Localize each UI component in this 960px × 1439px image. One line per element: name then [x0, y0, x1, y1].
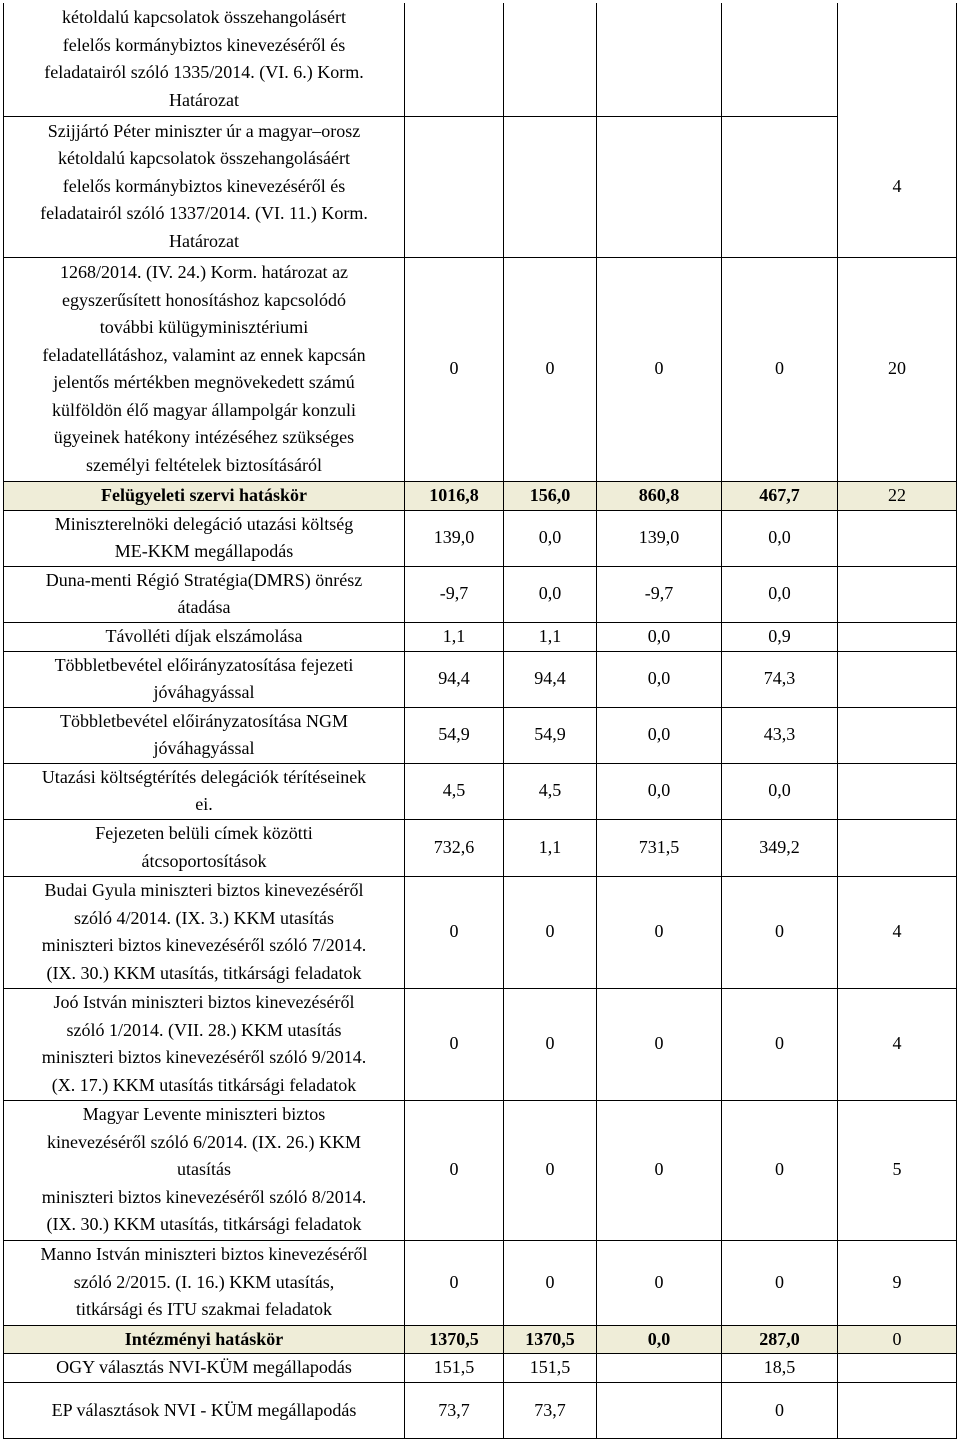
col2-value: 4,5 [504, 763, 597, 819]
col3-value [597, 1383, 722, 1439]
col3-value: -9,7 [597, 566, 722, 622]
col4-value: 0,0 [722, 763, 838, 819]
col3-value: 0 [597, 1240, 722, 1325]
col4-value: 0 [722, 876, 838, 988]
col2-value [504, 3, 597, 116]
col2-value: 0 [504, 876, 597, 988]
col3-value: 139,0 [597, 510, 722, 566]
row-description: Joó István miniszteri biztos kinevezéséről szóló 1/2014. (VII. 28.) KKM utasítás miniszteri biztos kinevezéséről szóló 9/2014. (X. 17.) KKM utasítás titkársági feladatok [4, 988, 405, 1100]
row-description: Szijjártó Péter miniszter úr a magyar–orosz kétoldalú kapcsolatok összehangolásáért felelős kormánybiztos kinevezéséről és feladatairól szóló 1337/2014. (VI. 11.) Korm. Határozat [4, 116, 405, 257]
col1-value: 139,0 [405, 510, 504, 566]
col4-value: 18,5 [722, 1354, 838, 1383]
col4-value [722, 3, 838, 116]
col2-value: 151,5 [504, 1354, 597, 1383]
table-row [4, 1240, 957, 1325]
row-description: Intézményi hatáskör [4, 1325, 405, 1354]
col4-value: 0,0 [722, 566, 838, 622]
col5-value: 4 [838, 116, 957, 257]
col3-value [597, 1354, 722, 1383]
col4-value: 0,9 [722, 622, 838, 651]
col4-value [722, 116, 838, 257]
col2-value: 1,1 [504, 622, 597, 651]
col1-value: 54,9 [405, 707, 504, 763]
table-row [4, 763, 957, 819]
row-description: Többletbevétel előirányzatosítása NGM jóváhagyással [4, 707, 405, 763]
col4-value: 43,3 [722, 707, 838, 763]
col1-value: 0 [405, 257, 504, 481]
col5-value: 4 [838, 988, 957, 1100]
col5-value [838, 3, 957, 116]
col5-value: 5 [838, 1100, 957, 1240]
col2-value: 0,0 [504, 510, 597, 566]
col1-value: 0 [405, 1100, 504, 1240]
col3-value [597, 3, 722, 116]
col1-value: 732,6 [405, 819, 504, 876]
table-row [4, 116, 957, 257]
col1-value: 1016,8 [405, 481, 504, 510]
col4-value: 0,0 [722, 510, 838, 566]
table-row [4, 988, 957, 1100]
table-row [4, 1354, 957, 1383]
col1-value: 0 [405, 876, 504, 988]
row-description: OGY választás NVI-KÜM megállapodás [4, 1354, 405, 1383]
table-row [4, 819, 957, 876]
col2-value: 0,0 [504, 566, 597, 622]
col5-value [838, 1354, 957, 1383]
col2-value: 0 [504, 1100, 597, 1240]
col2-value: 73,7 [504, 1383, 597, 1439]
table-row [4, 566, 957, 622]
row-description: Manno István miniszteri biztos kinevezéséről szóló 2/2015. (I. 16.) KKM utasítás, titkársági és ITU szakmai feladatok [4, 1240, 405, 1325]
col4-value: 467,7 [722, 481, 838, 510]
row-description: kétoldalú kapcsolatok összehangolásért felelős kormánybiztos kinevezéséről és feladatairól szóló 1335/2014. (VI. 6.) Korm. Határozat [4, 3, 405, 116]
col5-value [838, 566, 957, 622]
col4-value: 349,2 [722, 819, 838, 876]
col5-value: 22 [838, 481, 957, 510]
row-description: Duna-menti Régió Stratégia(DMRS) önrész átadása [4, 566, 405, 622]
table-row [4, 622, 957, 651]
col1-value: 151,5 [405, 1354, 504, 1383]
budget-table [3, 3, 957, 1439]
col3-value: 0 [597, 988, 722, 1100]
col1-value: 94,4 [405, 651, 504, 707]
col2-value: 0 [504, 988, 597, 1100]
col2-value [504, 116, 597, 257]
col5-value: 9 [838, 1240, 957, 1325]
col5-value [838, 651, 957, 707]
col4-value: 0 [722, 257, 838, 481]
col5-value [838, 622, 957, 651]
col2-value: 1,1 [504, 819, 597, 876]
table-row [4, 3, 957, 116]
col3-value: 0,0 [597, 707, 722, 763]
col5-value: 0 [838, 1325, 957, 1354]
col1-value [405, 3, 504, 116]
table-row [4, 876, 957, 988]
row-description: Magyar Levente miniszteri biztos kinevezéséről szóló 6/2014. (IX. 26.) KKM utasítás miniszteri biztos kinevezéséről szóló 8/2014. (IX. 30.) KKM utasítás, titkársági feladatok [4, 1100, 405, 1240]
col1-value: 0 [405, 1240, 504, 1325]
table-row [4, 257, 957, 481]
col5-value [838, 819, 957, 876]
col3-value: 0,0 [597, 1325, 722, 1354]
col2-value: 156,0 [504, 481, 597, 510]
col3-value [597, 116, 722, 257]
col2-value: 0 [504, 1240, 597, 1325]
table-row [4, 651, 957, 707]
col5-value [838, 510, 957, 566]
row-description: Felügyeleti szervi hatáskör [4, 481, 405, 510]
col2-value: 94,4 [504, 651, 597, 707]
col5-value [838, 707, 957, 763]
col5-value: 4 [838, 876, 957, 988]
col1-value: 1,1 [405, 622, 504, 651]
col5-value: 20 [838, 257, 957, 481]
row-description: Fejezeten belüli címek közötti átcsoportosítások [4, 819, 405, 876]
col5-value [838, 763, 957, 819]
col4-value: 287,0 [722, 1325, 838, 1354]
col2-value: 54,9 [504, 707, 597, 763]
col2-value: 1370,5 [504, 1325, 597, 1354]
row-description: EP választások NVI - KÜM megállapodás [4, 1383, 405, 1439]
table-row [4, 510, 957, 566]
table-row-subtotal [4, 1325, 957, 1354]
col3-value: 0 [597, 257, 722, 481]
col1-value: -9,7 [405, 566, 504, 622]
col4-value: 0 [722, 1240, 838, 1325]
col1-value: 1370,5 [405, 1325, 504, 1354]
col4-value: 0 [722, 1100, 838, 1240]
col3-value: 860,8 [597, 481, 722, 510]
table-row [4, 1100, 957, 1240]
row-description: Utazási költségtérítés delegációk térítéseinek ei. [4, 763, 405, 819]
table-row [4, 1383, 957, 1439]
col3-value: 0 [597, 876, 722, 988]
row-description: Többletbevétel előirányzatosítása fejezeti jóváhagyással [4, 651, 405, 707]
col4-value: 0 [722, 988, 838, 1100]
table-row [4, 707, 957, 763]
row-description: Távolléti díjak elszámolása [4, 622, 405, 651]
table-row-subtotal [4, 481, 957, 510]
col5-value [838, 1383, 957, 1439]
row-description: Miniszterelnöki delegáció utazási költség ME-KKM megállapodás [4, 510, 405, 566]
row-description: Budai Gyula miniszteri biztos kinevezéséről szóló 4/2014. (IX. 3.) KKM utasítás miniszteri biztos kinevezéséről szóló 7/2014. (IX. 30.) KKM utasítás, titkársági feladatok [4, 876, 405, 988]
col2-value: 0 [504, 257, 597, 481]
col4-value: 0 [722, 1383, 838, 1439]
col3-value: 0,0 [597, 622, 722, 651]
row-description: 1268/2014. (IV. 24.) Korm. határozat az egyszerűsített honosításhoz kapcsolódó további külügyminisztériumi feladatellátáshoz, valamint az ennek kapcsán jelentős mértékben megnövekedett számú külföldön élő magyar állampolgár konzuli ügyeinek hatékony intézéséhez szükséges személyi feltételek biztosításáról [4, 257, 405, 481]
col1-value [405, 116, 504, 257]
col3-value: 731,5 [597, 819, 722, 876]
col1-value: 0 [405, 988, 504, 1100]
col3-value: 0 [597, 1100, 722, 1240]
col1-value: 73,7 [405, 1383, 504, 1439]
col3-value: 0,0 [597, 651, 722, 707]
col4-value: 74,3 [722, 651, 838, 707]
col1-value: 4,5 [405, 763, 504, 819]
col3-value: 0,0 [597, 763, 722, 819]
